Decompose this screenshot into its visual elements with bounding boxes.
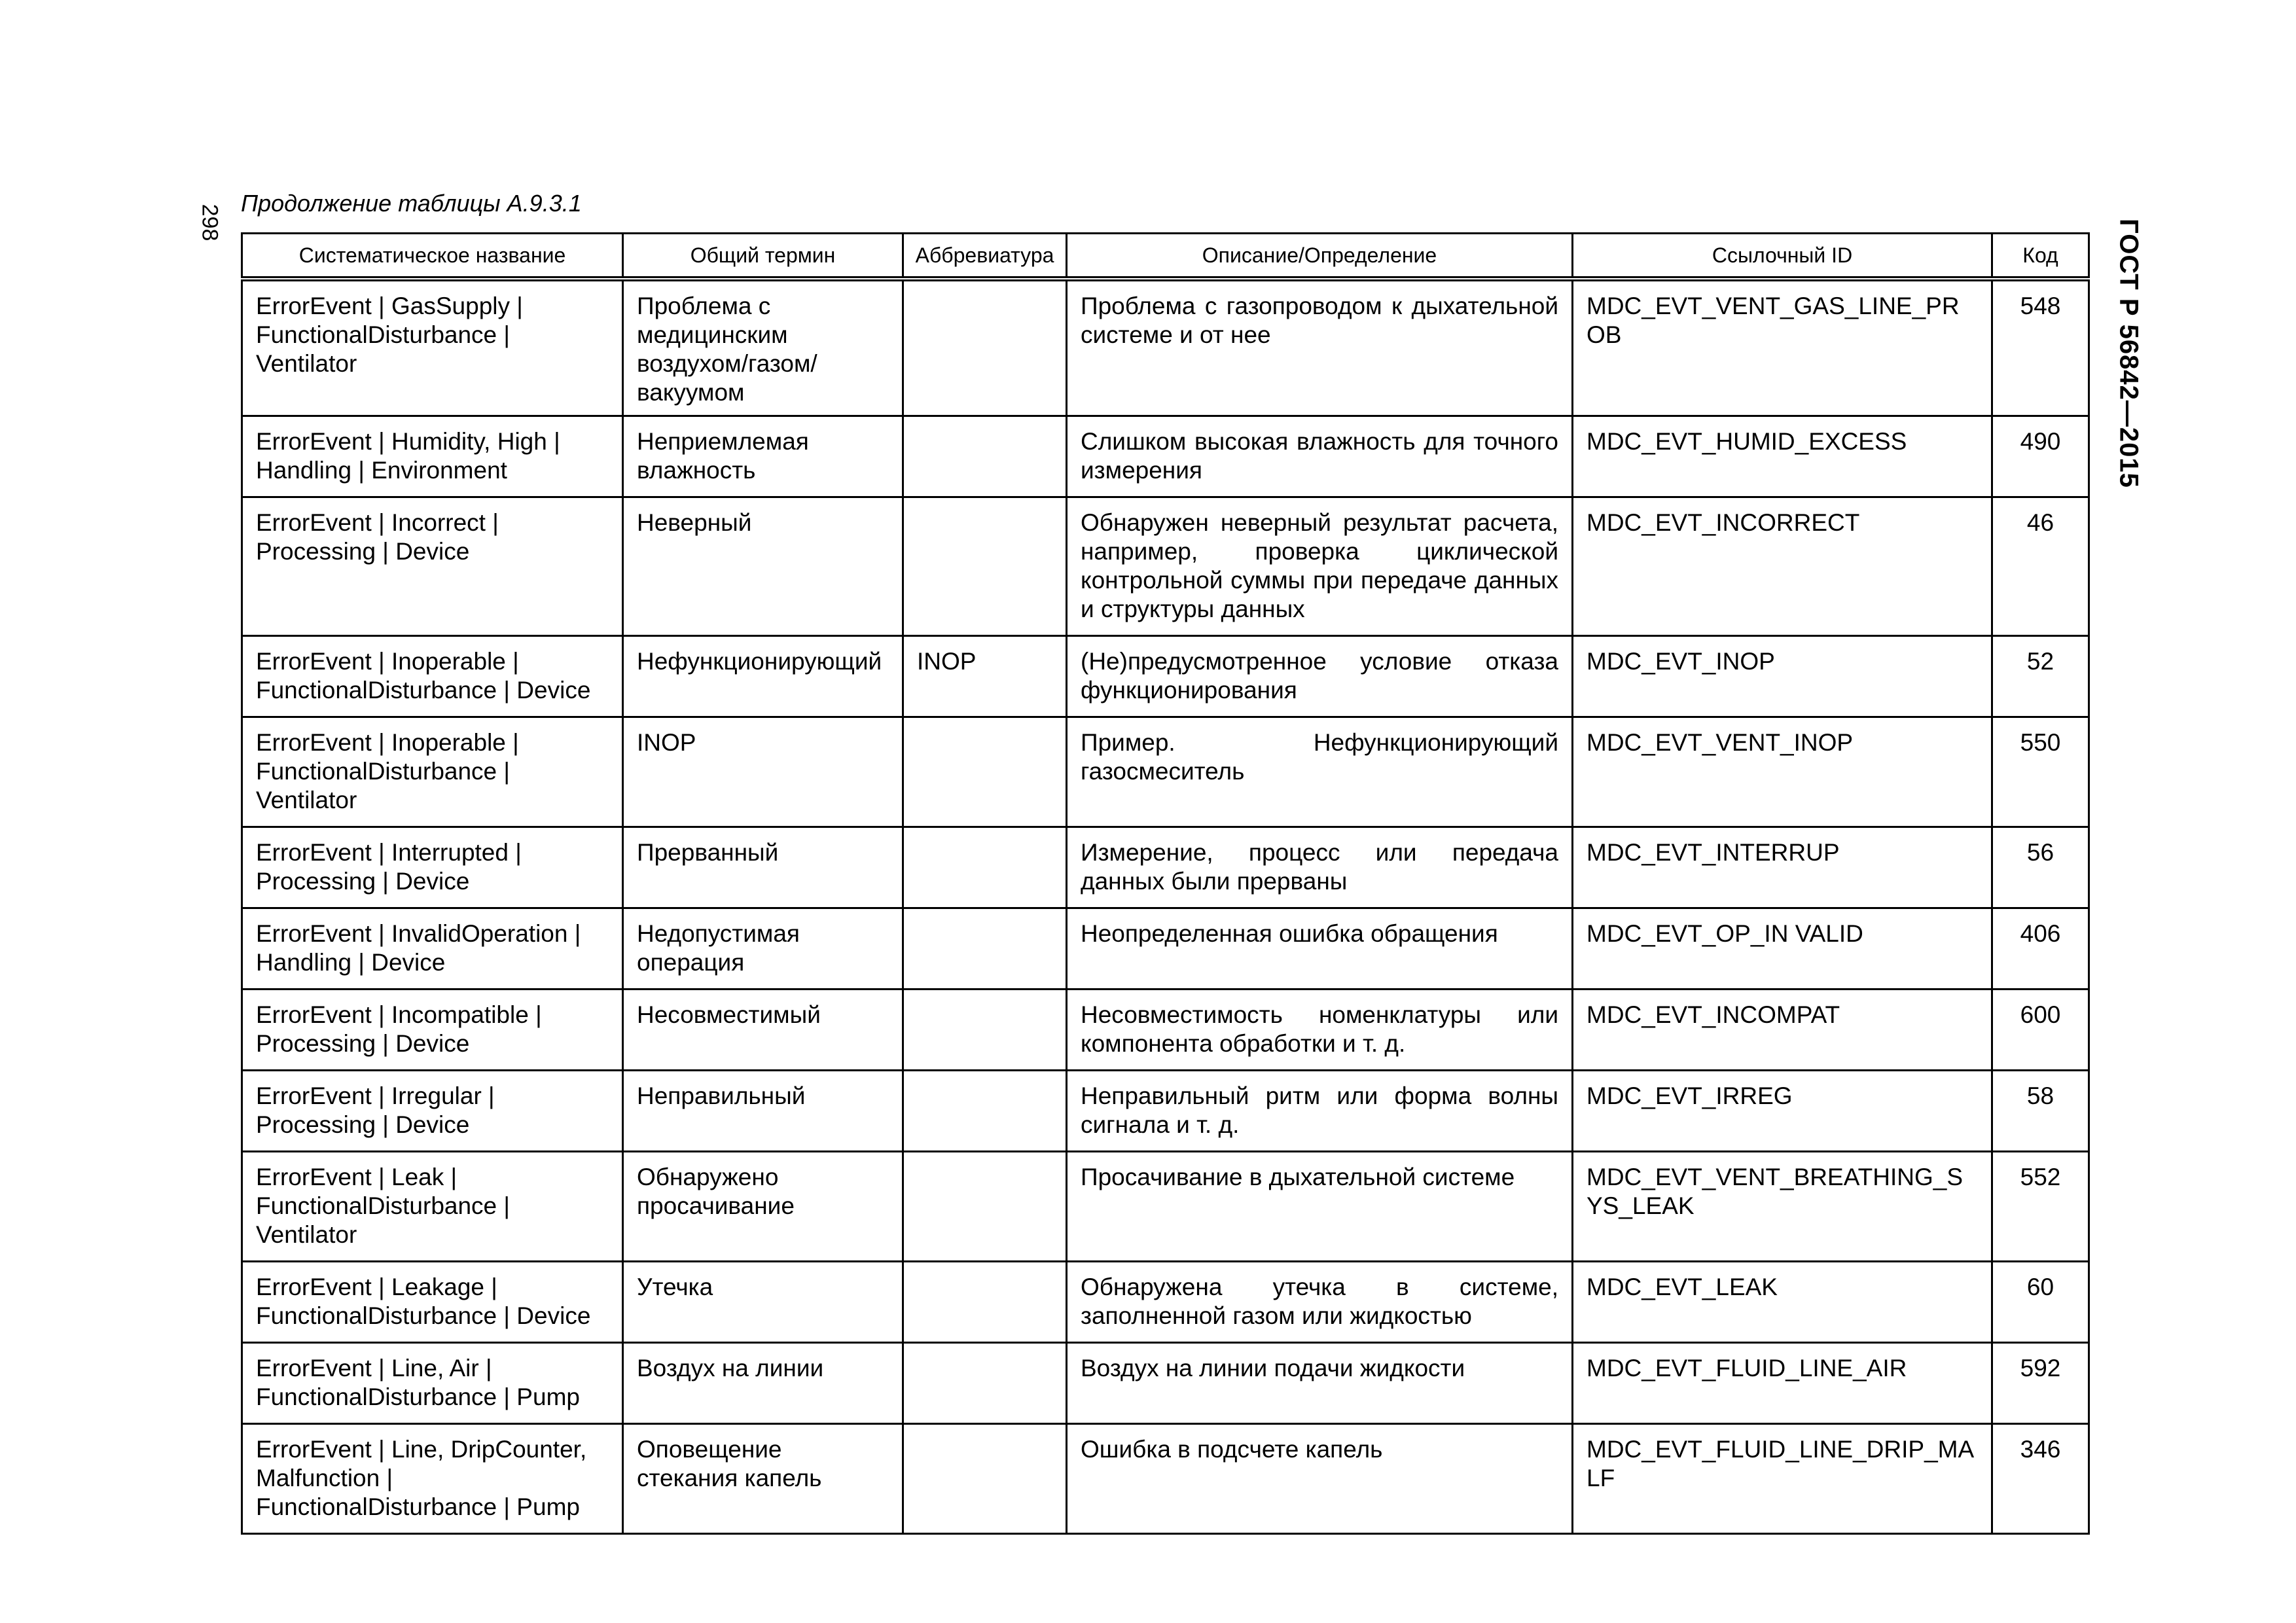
cell-description: (Не)предусмотренное условие отказа функционирования	[1067, 636, 1573, 717]
cell-common-term: INOP	[623, 717, 903, 827]
cell-abbreviation: INOP	[903, 636, 1067, 717]
cell-abbreviation	[903, 1071, 1067, 1152]
cell-systematic-name: ErrorEvent | Line, DripCounter, Malfunction | FunctionalDisturbance | Pump	[242, 1424, 623, 1534]
cell-systematic-name: ErrorEvent | GasSupply | FunctionalDisturbance | Ventilator	[242, 279, 623, 416]
cell-description: Неопределенная ошибка обращения	[1067, 908, 1573, 990]
cell-common-term: Утечка	[623, 1262, 903, 1343]
cell-reference-id: MDC_EVT_INCOMPAT	[1573, 990, 1992, 1071]
cell-reference-id: MDC_EVT_INOP	[1573, 636, 1992, 717]
cell-reference-id: MDC_EVT_IRREG	[1573, 1071, 1992, 1152]
header-abbreviation: Аббревиатура	[903, 234, 1067, 279]
cell-systematic-name: ErrorEvent | Irregular | Processing | Device	[242, 1071, 623, 1152]
cell-code: 346	[1992, 1424, 2089, 1534]
cell-common-term: Оповещение стекания капель	[623, 1424, 903, 1534]
cell-common-term: Обнаружено просачивание	[623, 1152, 903, 1262]
cell-systematic-name: ErrorEvent | Inoperable | FunctionalDisturbance | Ventilator	[242, 717, 623, 827]
cell-code: 56	[1992, 827, 2089, 908]
standard-designation: ГОСТ Р 56842—2015	[2114, 219, 2144, 488]
cell-description: Ошибка в подсчете капель	[1067, 1424, 1573, 1534]
cell-description: Измерение, процесс или передача данных были прерваны	[1067, 827, 1573, 908]
cell-code: 58	[1992, 1071, 2089, 1152]
cell-description: Несовместимость номенклатуры или компонента обработки и т. д.	[1067, 990, 1573, 1071]
cell-code: 406	[1992, 908, 2089, 990]
cell-systematic-name: ErrorEvent | Line, Air | FunctionalDisturbance | Pump	[242, 1343, 623, 1424]
header-reference-id: Ссылочный ID	[1573, 234, 1992, 279]
cell-common-term: Неправильный	[623, 1071, 903, 1152]
cell-description: Слишком высокая влажность для точного измерения	[1067, 416, 1573, 497]
cell-abbreviation	[903, 416, 1067, 497]
cell-description: Обнаружена утечка в системе, заполненной газом или жидкостью	[1067, 1262, 1573, 1343]
table-row	[242, 497, 2089, 636]
table-row	[242, 717, 2089, 827]
cell-reference-id: MDC_EVT_VENT_BREATHING_SYS_LEAK	[1573, 1152, 1992, 1262]
table-row	[242, 1262, 2089, 1343]
cell-abbreviation	[903, 1424, 1067, 1534]
cell-abbreviation	[903, 1343, 1067, 1424]
header-systematic-name: Систематическое название	[242, 234, 623, 279]
cell-abbreviation	[903, 1262, 1067, 1343]
cell-common-term: Недопустимая операция	[623, 908, 903, 990]
cell-description: Неправильный ритм или форма волны сигнала и т. д.	[1067, 1071, 1573, 1152]
header-code: Код	[1992, 234, 2089, 279]
cell-code: 60	[1992, 1262, 2089, 1343]
cell-reference-id: MDC_EVT_VENT_INOP	[1573, 717, 1992, 827]
table-row	[242, 908, 2089, 990]
cell-code: 600	[1992, 990, 2089, 1071]
cell-description: Воздух на линии подачи жидкости	[1067, 1343, 1573, 1424]
cell-abbreviation	[903, 279, 1067, 416]
cell-code: 552	[1992, 1152, 2089, 1262]
table-header-row	[242, 234, 2089, 279]
table-row	[242, 990, 2089, 1071]
cell-reference-id: MDC_EVT_HUMID_EXCESS	[1573, 416, 1992, 497]
cell-description: Пример. Нефункционирующий газосмеситель	[1067, 717, 1573, 827]
table-row	[242, 1343, 2089, 1424]
cell-description: Обнаружен неверный результат расчета, например, проверка циклической контрольной суммы при передаче данных и структуры данных	[1067, 497, 1573, 636]
cell-reference-id: MDC_EVT_INTERRUP	[1573, 827, 1992, 908]
cell-reference-id: MDC_EVT_INCORRECT	[1573, 497, 1992, 636]
cell-code: 52	[1992, 636, 2089, 717]
cell-description: Просачивание в дыхательной системе	[1067, 1152, 1573, 1262]
cell-systematic-name: ErrorEvent | Incompatible | Processing | Device	[242, 990, 623, 1071]
cell-code: 46	[1992, 497, 2089, 636]
cell-reference-id: MDC_EVT_LEAK	[1573, 1262, 1992, 1343]
cell-reference-id: MDC_EVT_FLUID_LINE_DRIP_MALF	[1573, 1424, 1992, 1534]
cell-abbreviation	[903, 990, 1067, 1071]
cell-code: 490	[1992, 416, 2089, 497]
cell-abbreviation	[903, 717, 1067, 827]
cell-systematic-name: ErrorEvent | InvalidOperation | Handling | Device	[242, 908, 623, 990]
table-row	[242, 1152, 2089, 1262]
cell-reference-id: MDC_EVT_VENT_GAS_LINE_PROB	[1573, 279, 1992, 416]
cell-common-term: Проблема с медицинским воздухом/газом/вакуумом	[623, 279, 903, 416]
cell-reference-id: MDC_EVT_FLUID_LINE_AIR	[1573, 1343, 1992, 1424]
cell-systematic-name: ErrorEvent | Inoperable | FunctionalDisturbance | Device	[242, 636, 623, 717]
cell-code: 548	[1992, 279, 2089, 416]
table-caption: Продолжение таблицы А.9.3.1	[241, 190, 582, 217]
cell-systematic-name: ErrorEvent | Humidity, High | Handling | Environment	[242, 416, 623, 497]
table-row	[242, 1071, 2089, 1152]
cell-common-term: Неверный	[623, 497, 903, 636]
cell-common-term: Несовместимый	[623, 990, 903, 1071]
cell-reference-id: MDC_EVT_OP_IN VALID	[1573, 908, 1992, 990]
cell-abbreviation	[903, 908, 1067, 990]
cell-code: 592	[1992, 1343, 2089, 1424]
table-row	[242, 636, 2089, 717]
cell-common-term: Воздух на линии	[623, 1343, 903, 1424]
header-common-term: Общий термин	[623, 234, 903, 279]
table-row	[242, 416, 2089, 497]
cell-description: Проблема с газопроводом к дыхательной системе и от нее	[1067, 279, 1573, 416]
table-row	[242, 1424, 2089, 1534]
cell-code: 550	[1992, 717, 2089, 827]
table-row	[242, 279, 2089, 416]
page-number: 298	[197, 204, 223, 241]
cell-systematic-name: ErrorEvent | Leak | FunctionalDisturbance | Ventilator	[242, 1152, 623, 1262]
header-description: Описание/Определение	[1067, 234, 1573, 279]
cell-common-term: Прерванный	[623, 827, 903, 908]
cell-abbreviation	[903, 827, 1067, 908]
cell-systematic-name: ErrorEvent | Leakage | FunctionalDisturbance | Device	[242, 1262, 623, 1343]
table-row	[242, 827, 2089, 908]
cell-common-term: Нефункционирующий	[623, 636, 903, 717]
definitions-table	[241, 232, 2090, 1535]
cell-systematic-name: ErrorEvent | Incorrect | Processing | Device	[242, 497, 623, 636]
cell-abbreviation	[903, 1152, 1067, 1262]
cell-abbreviation	[903, 497, 1067, 636]
cell-common-term: Неприемлемая влажность	[623, 416, 903, 497]
cell-systematic-name: ErrorEvent | Interrupted | Processing | Device	[242, 827, 623, 908]
